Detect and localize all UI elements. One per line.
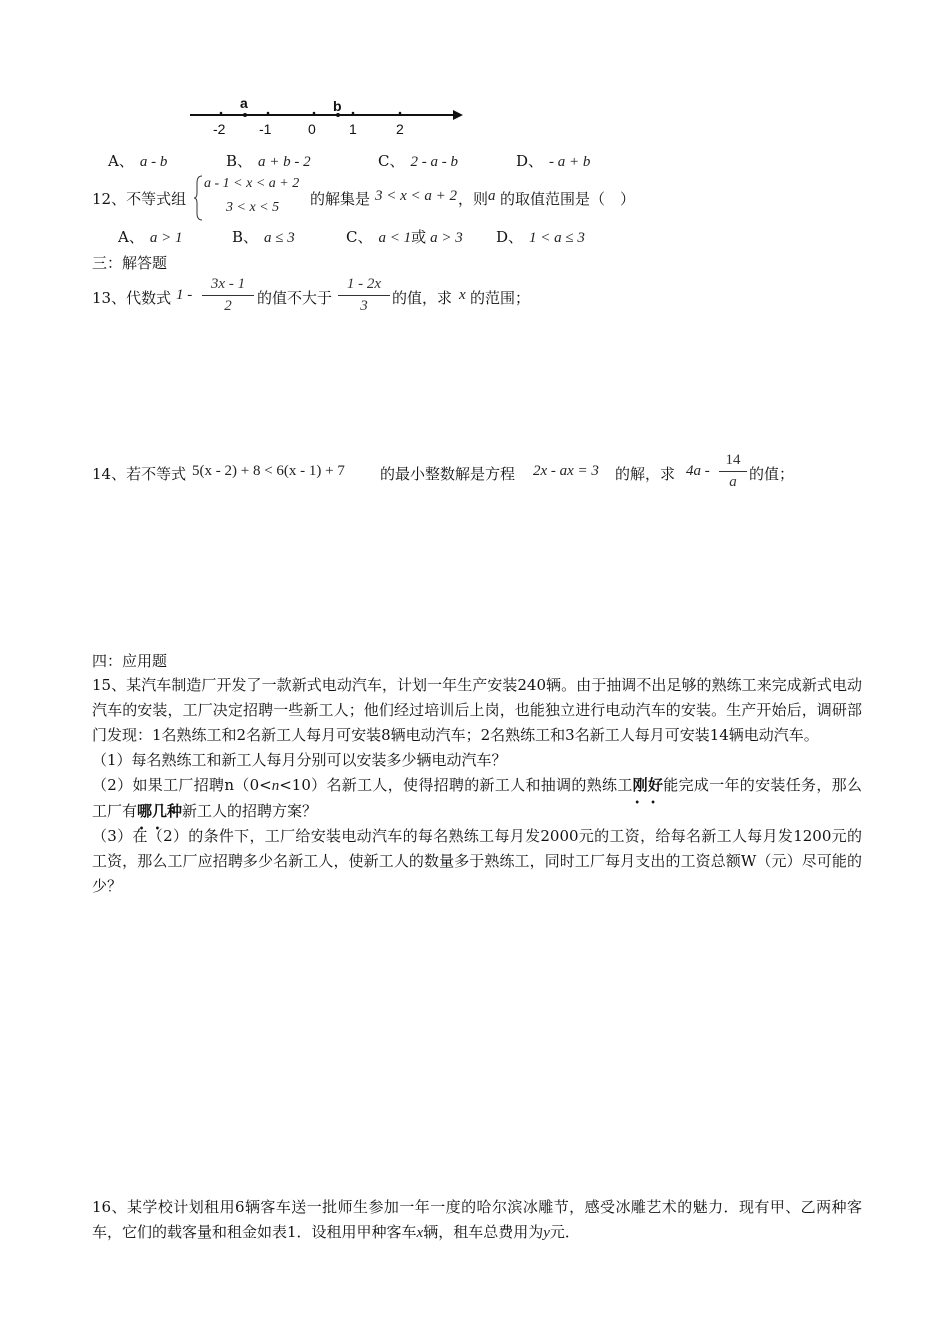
q14-middle: 的最小整数解是方程: [380, 465, 516, 483]
left-brace-icon: [194, 175, 204, 221]
q12-option-a: A、 a > 1: [118, 228, 183, 246]
q12-solution: 3 < x < a + 2: [375, 188, 458, 204]
point-a-label: a: [240, 95, 248, 111]
q14-prefix: 14、若不等式: [92, 465, 187, 483]
q16-block: [92, 1195, 862, 1246]
q12-option-d: D、 1 < a ≤ 3: [496, 228, 585, 246]
q13-middle: 的值不大于: [257, 289, 333, 307]
tick-label: -1: [259, 121, 272, 137]
q14-expr-left: 4a -: [686, 463, 710, 479]
q16-body: 16、某学校计划租用6辆客车送一批师生参加一年一度的哈尔滨冰雕节，感受冰雕艺术的魅力．现有甲、乙两种客车，它们的载客量和租金如表1．设租用甲种客车x辆，租车总费用为y元．: [92, 1198, 862, 1241]
q14-suffix2: 的值；: [749, 465, 795, 483]
q13-prefix: 13、代数式: [92, 289, 172, 307]
q14-fraction: $\frac{14}{a}$: [719, 452, 747, 491]
q11-option-a: A、 a - b: [108, 152, 168, 170]
q12-suffix1: ，则: [458, 190, 489, 208]
section-heading-3: 三：解答题: [92, 254, 168, 272]
emphasis-text: 哪几种 • •: [137, 802, 182, 820]
point-a-dot: [243, 113, 247, 117]
q12-option-b: B、 a ≤ 3: [232, 228, 295, 246]
q13-suffix1: 的值，求: [392, 289, 453, 307]
q11-option-d: D、 - a + b: [516, 152, 591, 170]
q12-middle: 的解集是: [310, 190, 371, 208]
q11-option-b: B、 a + b - 2: [226, 152, 311, 170]
number-line: [185, 95, 465, 135]
q13-var: x: [459, 287, 466, 303]
q13-one-minus: 1 -: [176, 287, 193, 303]
point-b-label: b: [333, 98, 342, 114]
tick-label: 2: [396, 121, 404, 137]
q13-suffix2: 的范围；: [470, 289, 531, 307]
q12-option-c: C、 a < 1或 a > 3: [346, 228, 463, 246]
number-line-svg: [185, 95, 465, 135]
q13-fraction-1: $\frac{3x - 1}{2}$: [202, 276, 254, 315]
q12-var: a: [488, 188, 496, 204]
arrow-icon: [453, 110, 463, 120]
q15-block: [92, 673, 862, 899]
q14-suffix1: 的解，求: [615, 465, 676, 483]
q14-inequality: 5(x - 2) + 8 < 6(x - 1) + 7: [192, 463, 345, 479]
q14-equation: 2x - ax = 3: [533, 463, 599, 479]
q15-part3: （3）在（2）的条件下，工厂给安装电动汽车的每名熟练工每月发2000元的工资，给每名新工人每月发1200元的工资，那么工厂应招聘多少名新工人，使新工人的数量多于熟练工，同时工厂每月支出的工资总额W（元）尽可能的少？: [92, 827, 862, 895]
q15-body: 15、某汽车制造厂开发了一款新式电动汽车，计划一年生产安装240辆。由于抽调不出足够的熟练工来完成新式电动汽车的安装，工厂决定招聘一些新工人；他们经过培训后上岗，也能独立进行电动汽车的安装。生产开始后，调研部门发现：1名熟练工和2名新工人每月可安装8辆电动汽车；2名熟练工和3名新工人每月可安装14辆电动汽车。: [92, 676, 862, 744]
tick-label: 1: [349, 121, 357, 137]
q12-system-row1: a - 1 < x < a + 2: [204, 176, 300, 191]
q12-prefix: 12、不等式组: [92, 190, 187, 208]
q15-part1: （1）每名熟练工和新工人每月分别可以安装多少辆电动汽车？: [92, 751, 507, 769]
emphasis-text: 刚好 • •: [633, 776, 664, 794]
q12-system-row2: 3 < x < 5: [226, 200, 280, 215]
tick-label: 0: [308, 121, 316, 137]
q13-fraction-2: $\frac{1 - 2x}{3}$: [338, 276, 390, 315]
q11-option-c: C、 2 - a - b: [378, 152, 458, 170]
q15-part2: （2）如果工厂招聘n（0<n<10）名新工人，使得招聘的新工人和抽调的熟练工刚好 • •能完成一年的安装任务，那么工厂有哪几种 • •新工人的招聘方案？: [92, 773, 862, 824]
tick-label: -2: [213, 121, 226, 137]
section-heading-4: 四：应用题: [92, 652, 168, 670]
q12-suffix2: 的取值范围是（ ）: [500, 190, 636, 208]
